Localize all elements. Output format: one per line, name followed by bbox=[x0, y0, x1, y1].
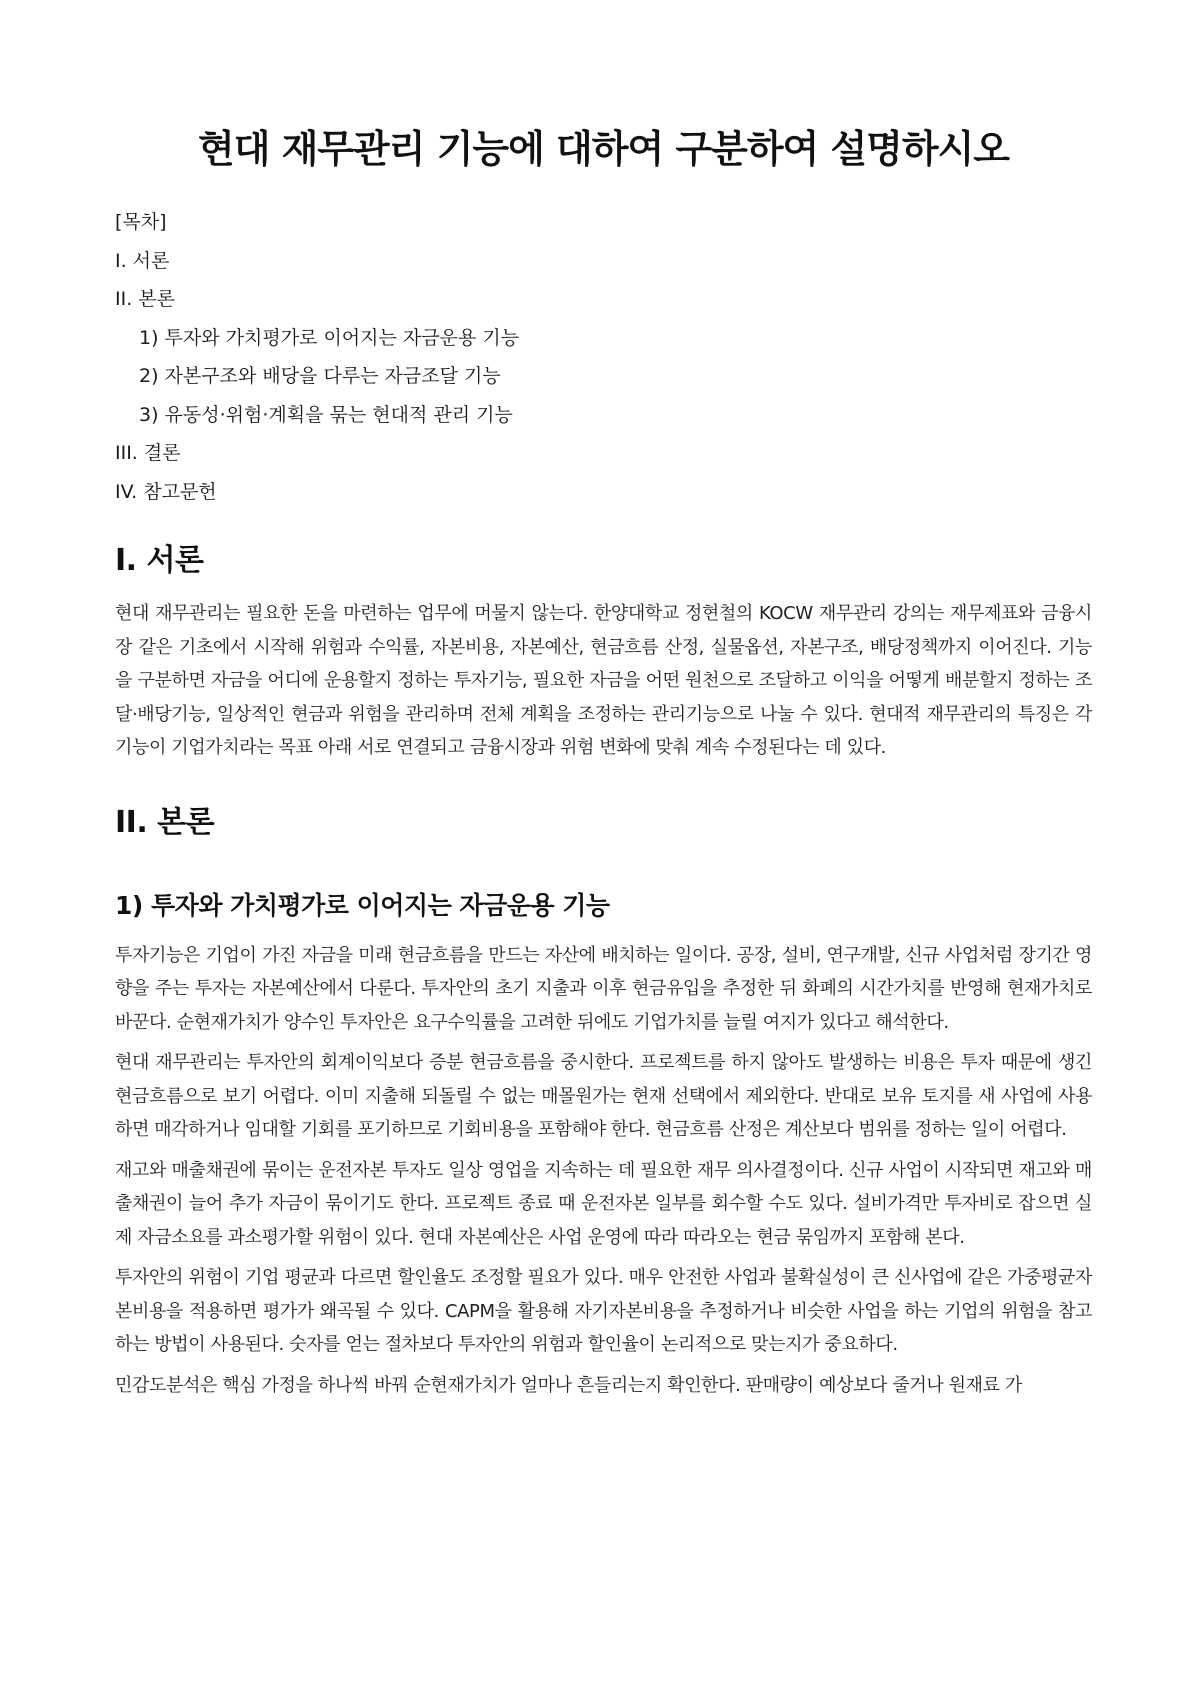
toc-item-intro: I. 서론 bbox=[115, 249, 170, 272]
intro-paragraph: 현대 재무관리는 필요한 돈을 마련하는 업무에 머물지 않는다. 한양대학교 정현철의 KOCW 재무관리 강의는 재무제표와 금융시장 같은 기초에서 시작해 위험과 수익률, 자본비용, 자본예산, 현금흐름 산정, 실물옵션, 자본구조, 배당정책까지 이어진다. 기능을 구분하면 자금을 어디에 운용할지 정하는 투자기능, 필요한 자금을 어떤 원천으로 조달하고 이익을 어떻게 배분할지 정하는 조달·배당기능, 일상적인 현금과 위험을 관리하며 전체 계획을 조정하는 관리기능으로 나눌 수 있다. 현대적 재무관리의 특징은 각 기능이 기업가치라는 목표 아래 서로 연결되고 금융시장과 위험 변화에 맞춰 계속 수정된다는 데 있다. bbox=[115, 603, 1092, 758]
document-title: 현대 재무관리 기능에 대하여 구분하여 설명하시오 bbox=[197, 127, 1010, 171]
section-1-paragraph-1: 투자기능은 기업이 가진 자금을 미래 현금흐름을 만드는 자산에 배치하는 일이다. 공장, 설비, 연구개발, 신규 사업처럼 장기간 영향을 주는 투자는 자본예산에서 다룬다. 투자안의 초기 지출과 이후 현금유입을 추정한 뒤 화폐의 시간가치를 반영해 현재가치로 바꾼다. 순현재가치가 양수인 투자안은 요구수익률을 고려한 뒤에도 기업가치를 늘릴 여지가 있다고 해석한다. bbox=[115, 944, 1092, 1033]
section-1-paragraph-3: 재고와 매출채권에 묶이는 운전자본 투자도 일상 영업을 지속하는 데 필요한 재무 의사결정이다. 신규 사업이 시작되면 재고와 매출채권이 늘어 추가 자금이 묶이기도 한다. 프로젝트 종료 때 운전자본 일부를 회수할 수도 있다. 설비가격만 투자비로 잡으면 실제 자금소요를 과소평가할 위험이 있다. 현대 자본예산은 사업 운영에 따라 따라오는 현금 묶임까지 포함해 본다. bbox=[115, 1159, 1092, 1248]
section-1-paragraph-2: 현대 재무관리는 투자안의 회계이익보다 증분 현금흐름을 중시한다. 프로젝트를 하지 않아도 발생하는 비용은 투자 때문에 생긴 현금흐름으로 보기 어렵다. 이미 지출해 되돌릴 수 없는 매몰원가는 현재 선택에서 제외한다. 반대로 보유 토지를 새 사업에 사용하면 매각하거나 임대할 기회를 포기하므로 기회비용을 포함해야 한다. 현금흐름 산정은 계산보다 범위를 정하는 일이 어렵다. bbox=[115, 1052, 1092, 1140]
intro-heading: I. 서론 bbox=[115, 543, 204, 578]
body-heading: II. 본론 bbox=[115, 804, 215, 840]
toc-item-body-1: 1) 투자와 가치평가로 이어지는 자금운용 기능 bbox=[139, 326, 520, 349]
toc-heading: [목차] bbox=[115, 211, 167, 233]
toc-item-conclusion: III. 결론 bbox=[115, 442, 181, 464]
toc-item-body-3: 3) 유동성·위험·계획을 묶는 현대적 관리 기능 bbox=[139, 403, 513, 426]
table-of-contents bbox=[115, 203, 1092, 511]
toc-item-body-2: 2) 자본구조와 배당을 다루는 자금조달 기능 bbox=[139, 365, 501, 387]
section-1-paragraph-5: 민감도분석은 핵심 가정을 하나씩 바꿔 순현재가치가 얼마나 흔들리는지 확인한다. 판매량이 예상보다 줄거나 원재료 가 bbox=[115, 1374, 1022, 1396]
toc-item-body: II. 본론 bbox=[115, 288, 175, 310]
toc-item-references: IV. 참고문헌 bbox=[115, 480, 217, 503]
section-1-heading: 1) 투자와 가치평가로 이어지는 자금운용 기능 bbox=[115, 890, 610, 920]
section-1-paragraph-4: 투자안의 위험이 기업 평균과 다르면 할인율도 조정할 필요가 있다. 매우 안전한 사업과 불확실성이 큰 신사업에 같은 가중평균자본비용을 적용하면 평가가 왜곡될 수 있다. CAPM을 활용해 자기자본비용을 추정하거나 비슷한 사업을 하는 기업의 위험을 참고하는 방법이 사용된다. 숫자를 얻는 절차보다 투자안의 위험과 할인율이 논리적으로 맞는지가 중요하다. bbox=[115, 1267, 1092, 1355]
